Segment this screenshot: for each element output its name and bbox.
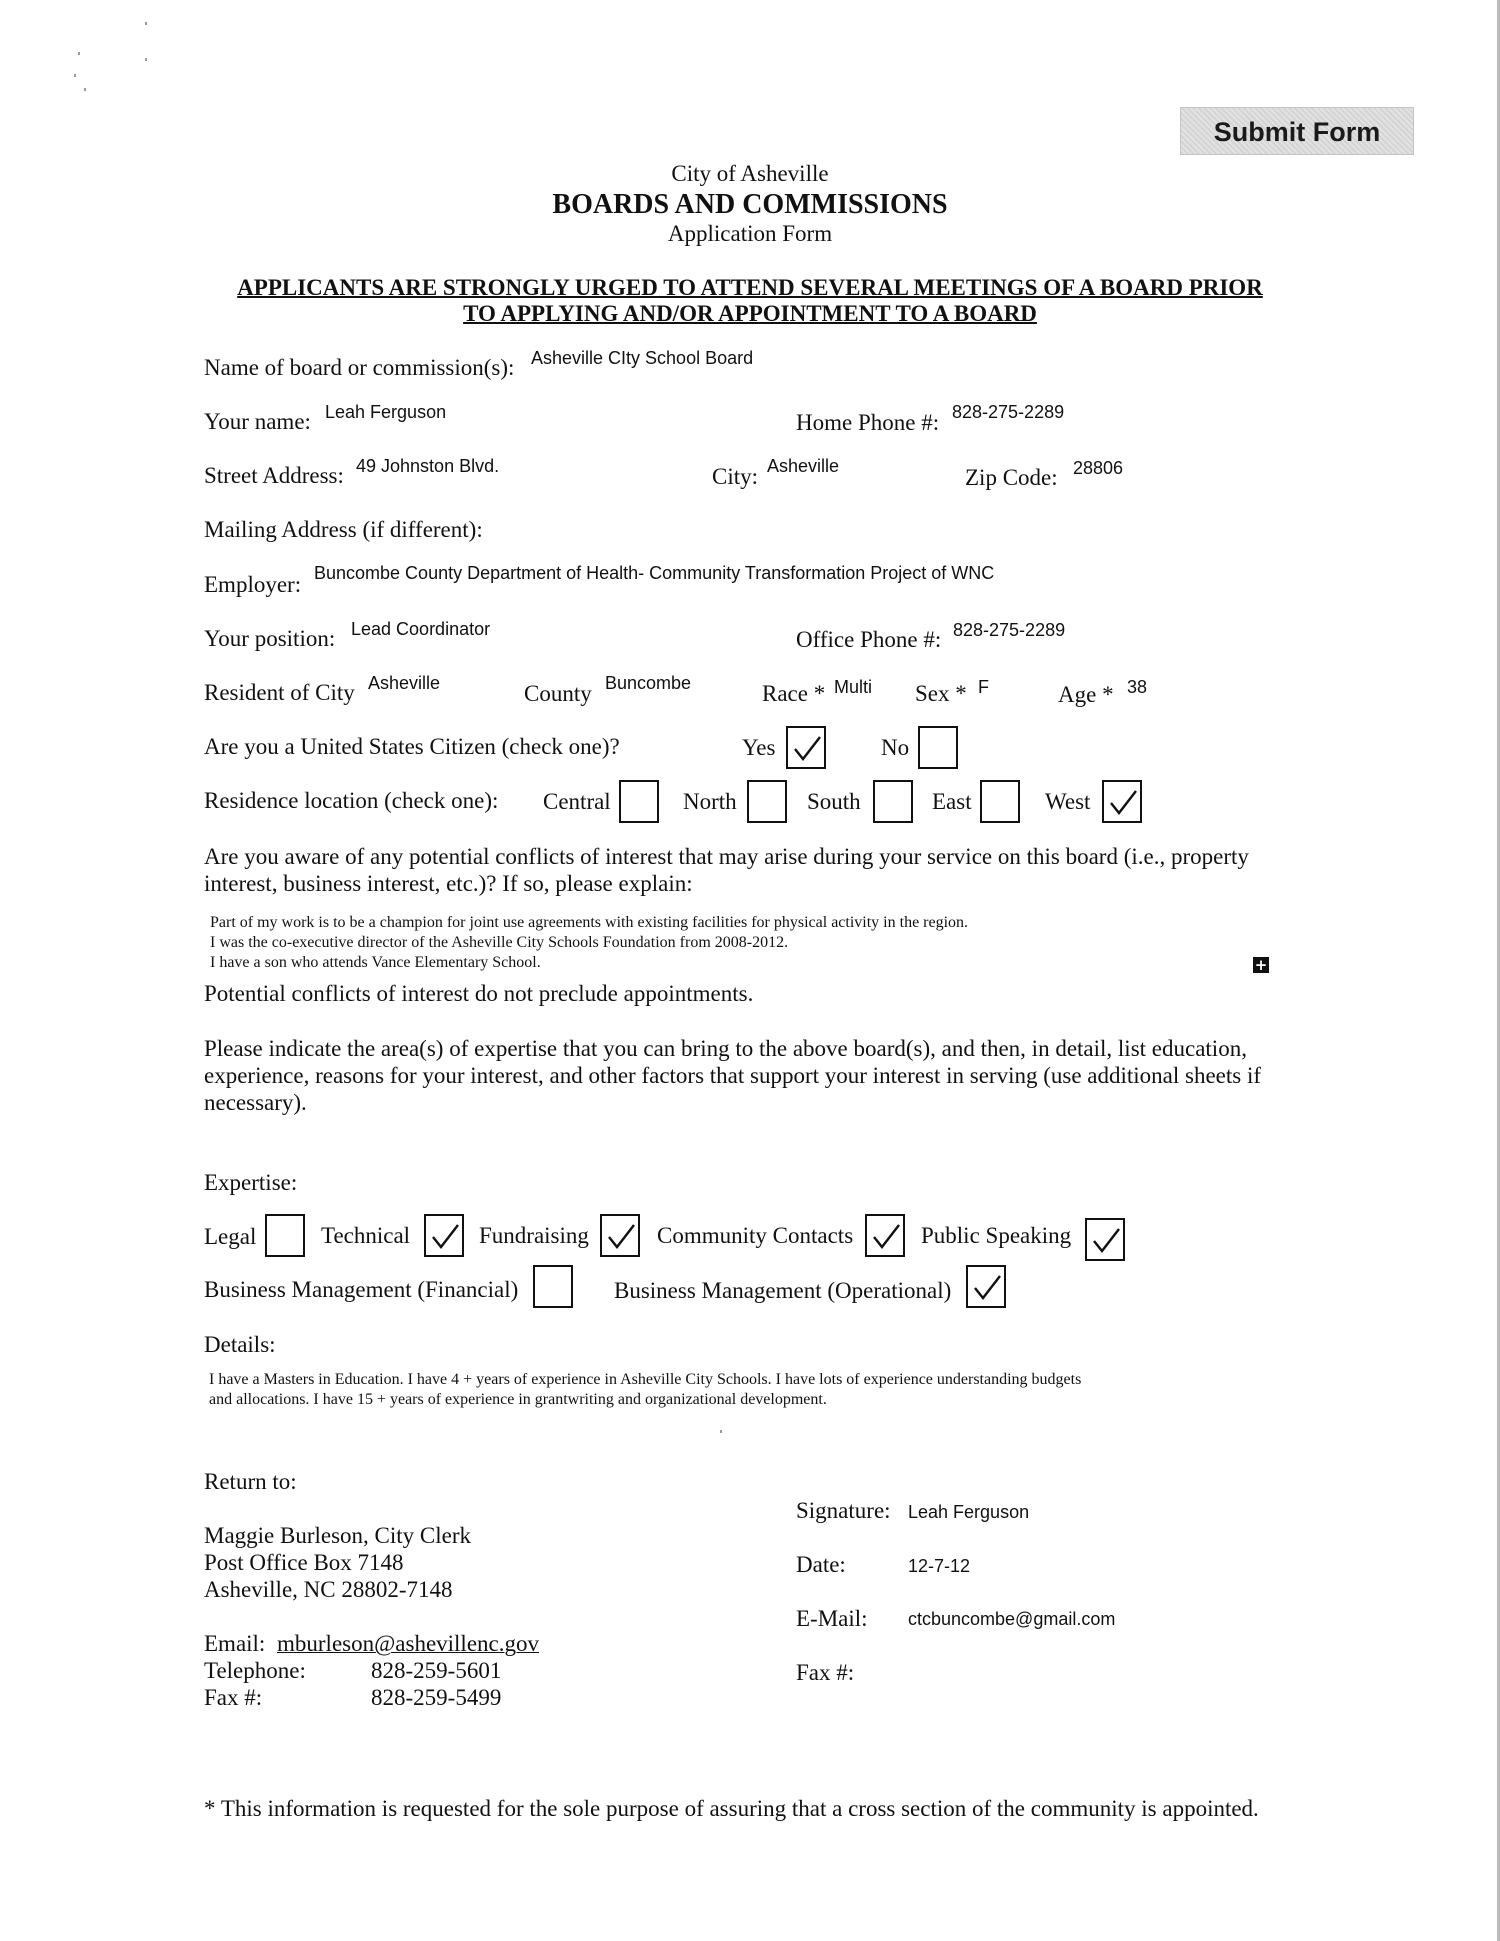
residence-question: Residence location (check one): xyxy=(204,788,499,813)
scan-speck xyxy=(145,22,147,25)
expertise-community-label: Community Contacts xyxy=(657,1223,854,1248)
residence-east-label: East xyxy=(932,789,972,814)
return-city: Asheville, NC 28802-7148 xyxy=(204,1577,453,1602)
submit-form-button[interactable]: Submit Form xyxy=(1180,107,1414,155)
fax-label: Fax #: xyxy=(796,1660,855,1685)
citizen-question: Are you a United States Citizen (check one)? xyxy=(204,734,620,759)
signature-value[interactable]: Leah Ferguson xyxy=(908,1502,1030,1522)
date-label: Date: xyxy=(796,1552,846,1577)
expand-field-icon[interactable]: + xyxy=(1254,956,1268,974)
board-label: Name of board or commission(s): xyxy=(204,355,515,380)
expertise-bm-financial-checkbox[interactable] xyxy=(533,1265,573,1308)
position-label: Your position: xyxy=(204,626,336,651)
mailing-label: Mailing Address (if different): xyxy=(204,517,483,542)
expertise-legal-checkbox[interactable] xyxy=(265,1214,305,1257)
age-label: Age * xyxy=(1058,682,1114,707)
residence-central-checkbox[interactable] xyxy=(619,780,659,823)
city-label: City: xyxy=(712,464,759,489)
conflicts-note: Potential conflicts of interest do not preclude appointments. xyxy=(204,981,754,1006)
employer-value[interactable]: Buncombe County Department of Health- Community Transformation Project of WNC xyxy=(314,563,995,583)
details-heading: Details: xyxy=(204,1332,276,1357)
residence-south-label: South xyxy=(807,789,861,814)
return-box: Post Office Box 7148 xyxy=(204,1550,404,1575)
conflicts-answer-line-3: I have a son who attends Vance Elementary School. xyxy=(210,954,541,971)
resident-value[interactable]: Asheville xyxy=(368,673,441,693)
citizen-no-label: No xyxy=(881,735,910,760)
expertise-technical-label: Technical xyxy=(321,1223,411,1248)
expertise-technical-checkbox[interactable] xyxy=(424,1214,464,1257)
form-title: BOARDS AND COMMISSIONS xyxy=(552,189,948,220)
city-name: City of Asheville xyxy=(671,161,829,186)
return-email-label: Email: xyxy=(204,1631,266,1656)
citizen-no-checkbox[interactable] xyxy=(918,726,958,769)
citizen-yes-checkbox[interactable] xyxy=(786,726,826,769)
return-name: Maggie Burleson, City Clerk xyxy=(204,1523,472,1548)
expertise-speaking-label: Public Speaking xyxy=(921,1223,1072,1248)
race-value[interactable]: Multi xyxy=(834,677,873,697)
expertise-intro-line-2: experience, reasons for your interest, and other factors that support your interest in serving (use additional sheets if xyxy=(204,1063,1262,1088)
resident-label: Resident of City xyxy=(204,680,355,705)
expertise-fundraising-checkbox[interactable] xyxy=(600,1214,640,1257)
citizen-yes-label: Yes xyxy=(742,735,776,760)
conflicts-answer-field[interactable] xyxy=(207,912,1277,974)
return-fax: 828-259-5499 xyxy=(371,1685,502,1710)
return-heading: Return to: xyxy=(204,1469,297,1494)
expertise-intro-line-3: necessary). xyxy=(204,1090,307,1115)
checkmark-icon xyxy=(971,1271,1003,1303)
email-value[interactable]: ctcbuncombe@gmail.com xyxy=(908,1609,1116,1629)
residence-west-checkbox[interactable] xyxy=(1102,780,1142,823)
scan-speck xyxy=(74,74,76,77)
expertise-fundraising-label: Fundraising xyxy=(479,1223,589,1248)
expertise-intro-line-1: Please indicate the area(s) of expertise that you can bring to the above board(s), and then, in detail, list education, xyxy=(204,1036,1247,1061)
return-fax-label: Fax #: xyxy=(204,1685,263,1710)
position-value[interactable]: Lead Coordinator xyxy=(351,619,491,639)
expertise-bm-financial-label: Business Management (Financial) xyxy=(204,1277,519,1302)
residence-north-label: North xyxy=(683,789,737,814)
checkmark-icon xyxy=(791,732,823,764)
form-subtitle: Application Form xyxy=(667,221,833,246)
residence-south-checkbox[interactable] xyxy=(873,780,913,823)
notice-line-1: APPLICANTS ARE STRONGLY URGED TO ATTEND SEVERAL MEETINGS OF A BOARD PRIOR xyxy=(237,275,1263,300)
conflicts-question-line-2: interest, business interest, etc.)? If so, please explain: xyxy=(204,871,693,896)
date-value[interactable]: 12-7-12 xyxy=(908,1556,971,1576)
notice-line-2: TO APPLYING AND/OR APPOINTMENT TO A BOARD xyxy=(463,301,1037,326)
expertise-bm-operational-checkbox[interactable] xyxy=(966,1265,1006,1308)
race-label: Race * xyxy=(762,681,826,706)
expertise-community-checkbox[interactable] xyxy=(865,1214,905,1257)
office-phone-label: Office Phone #: xyxy=(796,627,942,652)
details-line-1: I have a Masters in Education. I have 4 + years of experience in Asheville City Schools. I have lots of experience understanding budgets xyxy=(209,1371,1082,1388)
city-value[interactable]: Asheville xyxy=(767,456,840,476)
scan-speck xyxy=(84,88,86,91)
age-value[interactable]: 38 xyxy=(1127,677,1148,697)
conflicts-question-line-1: Are you aware of any potential conflicts of interest that may arise during your service on this board (i.e., property xyxy=(204,844,1249,869)
expertise-bm-operational-label: Business Management (Operational) xyxy=(614,1278,952,1303)
name-label: Your name: xyxy=(204,409,311,434)
expertise-heading: Expertise: xyxy=(204,1170,298,1195)
details-line-2: and allocations. I have 15 + years of experience in grantwriting and organizational development. xyxy=(209,1391,827,1408)
signature-label: Signature: xyxy=(796,1498,891,1523)
home-phone-value[interactable]: 828-275-2289 xyxy=(952,402,1065,422)
checkmark-icon xyxy=(1090,1224,1122,1256)
sex-value[interactable]: F xyxy=(978,677,989,697)
street-value[interactable]: 49 Johnston Blvd. xyxy=(356,456,500,476)
office-phone-value[interactable]: 828-275-2289 xyxy=(953,620,1066,640)
board-value[interactable]: Asheville CIty School Board xyxy=(531,348,754,368)
residence-east-checkbox[interactable] xyxy=(980,780,1020,823)
checkmark-icon xyxy=(1107,786,1139,818)
email-label: E-Mail: xyxy=(796,1606,868,1631)
home-phone-label: Home Phone #: xyxy=(796,410,940,435)
county-label: County xyxy=(524,681,592,706)
conflicts-answer-line-2: I was the co-executive director of the Asheville City Schools Foundation from 2008-2012. xyxy=(210,934,789,951)
expertise-legal-label: Legal xyxy=(204,1224,257,1249)
checkmark-icon xyxy=(429,1220,461,1252)
scan-speck xyxy=(720,1430,722,1433)
street-label: Street Address: xyxy=(204,463,344,488)
sex-label: Sex * xyxy=(915,681,967,706)
footnote: * This information is requested for the sole purpose of assuring that a cross section of the community is appointed. xyxy=(204,1796,1259,1821)
checkmark-icon xyxy=(605,1220,637,1252)
employer-label: Employer: xyxy=(204,572,302,597)
checkmark-icon xyxy=(870,1220,902,1252)
conflicts-answer-line-1: Part of my work is to be a champion for joint use agreements with existing facilities for physical activity in the region. xyxy=(210,914,969,931)
residence-central-label: Central xyxy=(543,789,611,814)
residence-north-checkbox[interactable] xyxy=(747,780,787,823)
name-value[interactable]: Leah Ferguson xyxy=(325,402,447,422)
return-telephone: 828-259-5601 xyxy=(371,1658,502,1683)
zip-value[interactable]: 28806 xyxy=(1073,458,1124,478)
expertise-speaking-checkbox[interactable] xyxy=(1085,1218,1125,1261)
scan-speck xyxy=(145,58,147,61)
zip-label: Zip Code: xyxy=(965,465,1058,490)
details-field[interactable] xyxy=(207,1371,1287,1417)
return-email-link[interactable]: mburleson@ashevillenc.gov xyxy=(277,1631,539,1656)
scan-speck xyxy=(78,52,80,55)
return-telephone-label: Telephone: xyxy=(204,1658,306,1683)
residence-west-label: West xyxy=(1045,789,1091,814)
county-value[interactable]: Buncombe xyxy=(605,673,692,693)
